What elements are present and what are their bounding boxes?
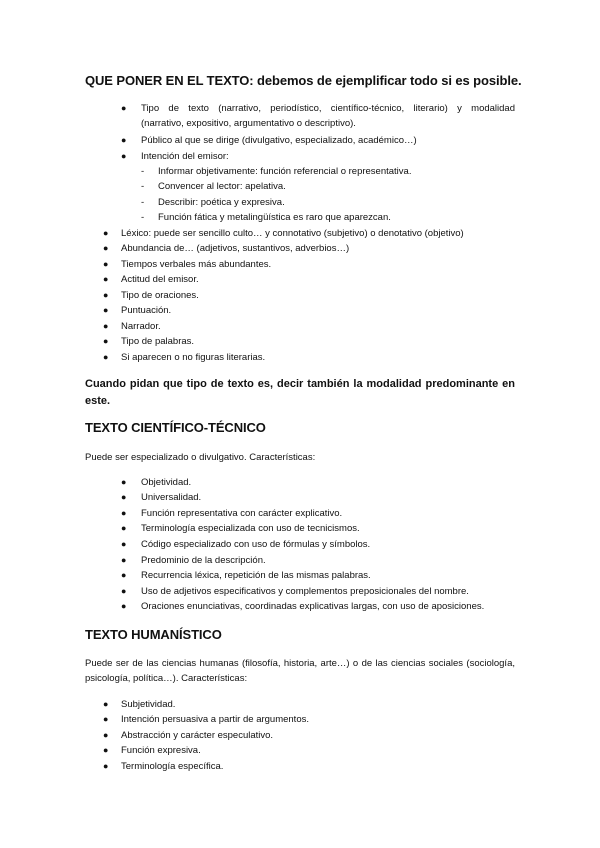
note-modalidad: Cuando pidan que tipo de texto es, decir también la modalidad predominante en este. <box>85 378 515 407</box>
list-item: Función representativa con carácter explicativo. <box>141 508 343 519</box>
intro-humanistico: Puede ser de las ciencias humanas (filosofía, historia, arte…) o de las ciencias sociales (sociología, psicología, política…). Características: <box>85 658 515 684</box>
bullet-icon: ● <box>103 274 109 284</box>
bullet-icon: ● <box>103 321 109 331</box>
bullet-icon: ● <box>121 492 127 502</box>
sub-list-item: Describir: poética y expresiva. <box>158 197 285 208</box>
bullet-icon: ● <box>121 151 127 161</box>
list-item: Función expresiva. <box>121 745 201 756</box>
list-item: Abstracción y carácter especulativo. <box>121 730 274 741</box>
list-item: Terminología especializada con uso de tecnicismos. <box>141 523 360 534</box>
list-item-continuation: (narrativo, expositivo, argumentativo o descriptivo). <box>141 118 356 129</box>
list-item: Objetividad. <box>141 477 192 488</box>
bullet-icon: ● <box>103 290 109 300</box>
list-item: Subjetividad. <box>121 699 176 710</box>
bullet-icon: ● <box>121 508 127 518</box>
sub-list-item: Informar objetivamente: función referencial o representativa. <box>158 166 412 177</box>
list-item: Universalidad. <box>141 492 202 503</box>
list-item: Uso de adjetivos especificativos y complementos preposicionales del nombre. <box>141 586 469 597</box>
list-item: Tipo de oraciones. <box>121 290 199 301</box>
bullet-icon: ● <box>121 539 127 549</box>
bullet-icon: ● <box>121 601 127 611</box>
bullet-icon: ● <box>121 477 127 487</box>
bullet-icon: ● <box>103 336 109 346</box>
dash-icon: - <box>141 197 145 208</box>
list-item: Si aparecen o no figuras literarias. <box>121 352 266 363</box>
bullet-icon: ● <box>103 761 109 771</box>
bullet-icon: ● <box>103 259 109 269</box>
list-item: Léxico: puede ser sencillo culto… y connotativo (subjetivo) o denotativo (objetivo) <box>121 228 464 239</box>
bullet-icon: ● <box>103 745 109 755</box>
list-item: Terminología específica. <box>121 761 224 772</box>
list-item: Narrador. <box>121 321 161 332</box>
list-item: Oraciones enunciativas, coordinadas explicativas largas, con uso de aposiciones. <box>141 601 485 612</box>
bullet-icon: ● <box>121 103 127 113</box>
list-item: Tiempos verbales más abundantes. <box>121 259 272 270</box>
intro-cientifico-tecnico: Puede ser especializado o divulgativo. Características: <box>85 452 316 463</box>
sub-list-item: Convencer al lector: apelativa. <box>158 181 286 192</box>
section-heading-que-poner: QUE PONER EN EL TEXTO: debemos de ejemplificar todo si es posible. <box>85 73 522 88</box>
bullet-icon: ● <box>103 352 109 362</box>
bullet-icon: ● <box>121 586 127 596</box>
section-heading-cientifico-tecnico: TEXTO CIENTÍFICO-TÉCNICO <box>85 420 266 435</box>
bullet-icon: ● <box>103 714 109 724</box>
dash-icon: - <box>141 212 145 223</box>
section-heading-humanistico: TEXTO HUMANÍSTICO <box>85 627 222 642</box>
bullet-icon: ● <box>103 228 109 238</box>
list-item: Recurrencia léxica, repetición de las mismas palabras. <box>141 570 371 581</box>
bullet-icon: ● <box>121 523 127 533</box>
list-item: Abundancia de… (adjetivos, sustantivos, adverbios…) <box>121 243 350 254</box>
bullet-icon: ● <box>121 555 127 565</box>
dash-icon: - <box>141 181 145 192</box>
list-item: Tipo de palabras. <box>121 336 195 347</box>
sub-list-item: Función fática y metalingüística es raro que aparezcan. <box>158 212 391 223</box>
bullet-icon: ● <box>121 135 127 145</box>
list-item: Código especializado con uso de fórmulas y símbolos. <box>141 539 371 550</box>
list-item: Predominio de la descripción. <box>141 555 266 566</box>
list-item: Tipo de texto (narrativo, periodístico, científico-técnico, literario) y modalidad <box>141 103 515 114</box>
bullet-icon: ● <box>103 699 109 709</box>
list-item: Público al que se dirige (divulgativo, especializado, académico…) <box>141 135 417 146</box>
bullet-icon: ● <box>103 243 109 253</box>
bullet-icon: ● <box>103 305 109 315</box>
list-item: Intención del emisor: <box>141 151 229 162</box>
dash-icon: - <box>141 166 145 177</box>
list-item: Actitud del emisor. <box>121 274 199 285</box>
bullet-icon: ● <box>103 730 109 740</box>
list-item: Intención persuasiva a partir de argumentos. <box>121 714 309 725</box>
bullet-icon: ● <box>121 570 127 580</box>
list-item: Puntuación. <box>121 305 172 316</box>
